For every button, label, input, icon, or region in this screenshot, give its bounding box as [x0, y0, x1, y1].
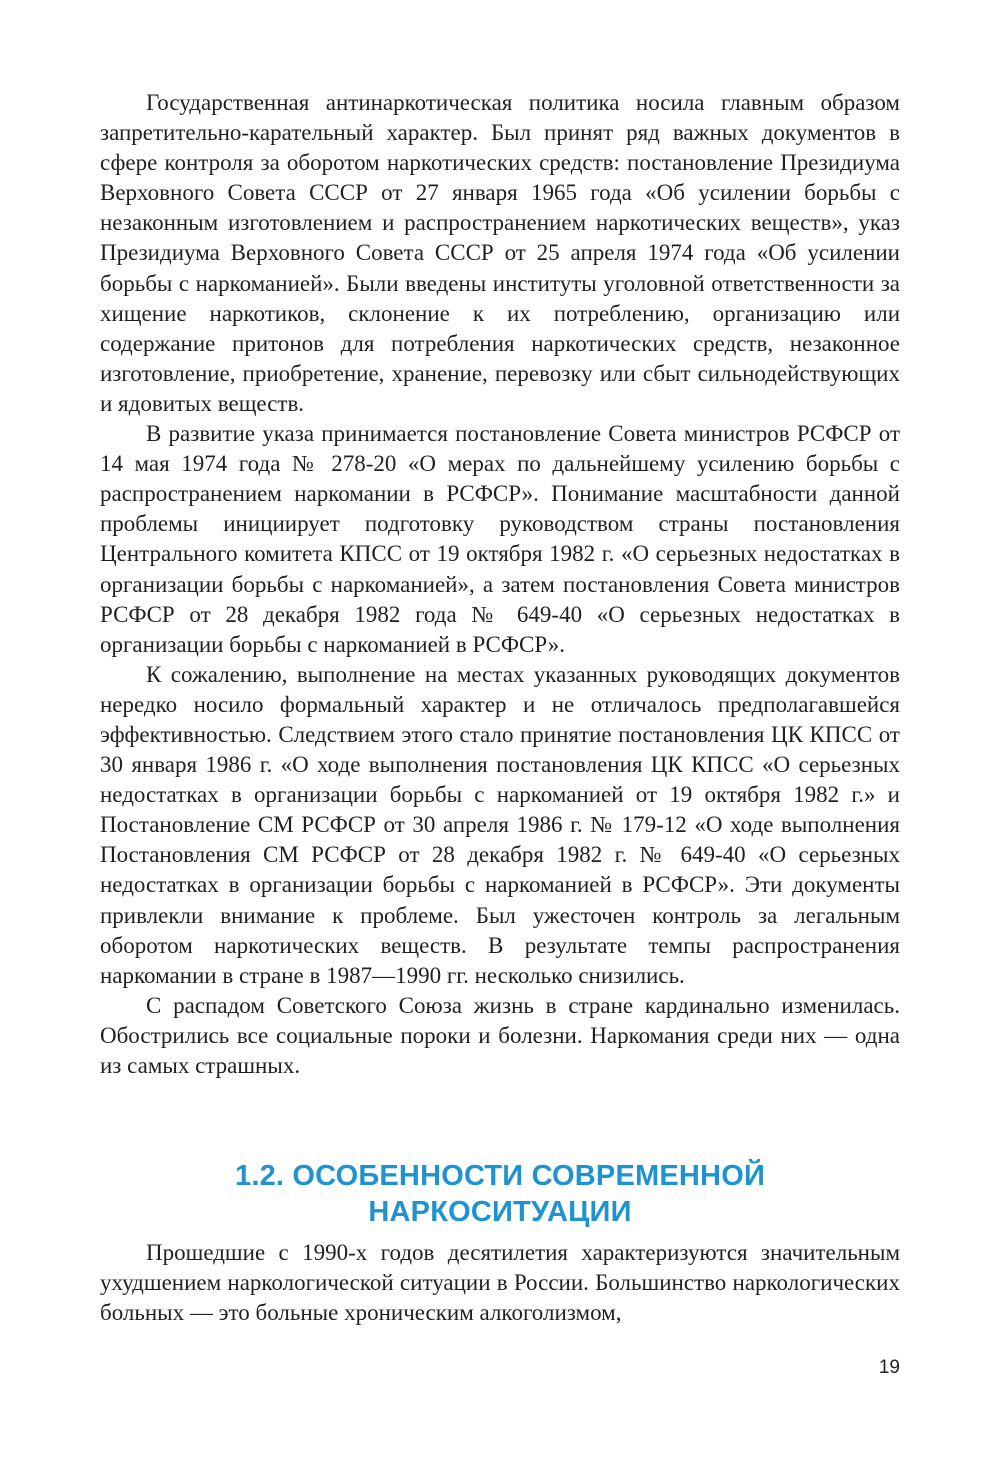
paragraph: В развитие указа принимается постановление Совета министров РСФСР от 14 мая 1974 года № 278-20 «О мерах по дальнейшему усилению борьбы с распространением наркомании в РСФСР». Понимание масштабности данной проблемы инициирует подготовку руководством страны постановления Центрального комитета КПСС от 19 октября 1982 г. «О серьезных недостатках в организации борьбы с наркоманией», а затем постановления Совета министров РСФСР от 28 декабря 1982 года № 649-40 «О серьезных недостатках в организации борьбы с наркоманией в РСФСР». [100, 421, 900, 657]
paragraph: С распадом Советского Союза жизнь в стране кардинально изменилась. Обострились все социальные пороки и болезни. Наркомания среди них — одна из самых страшных. [100, 992, 900, 1078]
page-number: 19 [878, 1357, 900, 1378]
section-heading-line: НАРКОСИТУАЦИИ [368, 1196, 632, 1228]
body-text [100, 88, 900, 1081]
paragraph: К сожалению, выполнение на местах указанных руководящих документов нередко носило формальный характер и не отличалось предполагавшейся эффективностью. Следствием этого стало принятие постановления ЦК КПСС от 30 января 1986 г. «О ходе выполнения постановления ЦК КПСС «О серьезных недостатках в организации борьбы с наркоманией от 19 октября 1982 г.» и Постановление СМ РСФСР от 30 апреля 1986 г. № 179-12 «О ходе выполнения Постановления СМ РСФСР от 28 декабря 1982 г. № 649-40 «О серьезных недостатках в организации борьбы с наркоманией в РСФСР». Эти документы привлекли внимание к проблеме. Был ужесточен контроль за легальным оборотом наркотических веществ. В результате темпы распространения наркомании в стране в 1987—1990 гг. несколько снизились. [100, 661, 900, 988]
section-heading-line: 1.2. ОСОБЕННОСТИ СОВРЕМЕННОЙ [234, 1160, 766, 1192]
section-body-text [100, 1238, 900, 1328]
paragraph: Государственная антинаркотическая политика носила главным образом запретительно-карательный характер. Был принят ряд важных документов в сфере контроля за оборотом наркотических средств: постановление Президиума Верховного Совета СССР от 27 января 1965 года «Об усилении борьбы с незаконным изготовлением и распространением наркотических веществ», указ Президиума Верховного Совета СССР от 25 апреля 1974 года «Об усилении борьбы с наркоманией». Были введены институты уголовной ответственности за хищение наркотиков, склонение к их потреблению, организацию или содержание притонов для потребления наркотических средств, незаконное изготовление, приобретение, хранение, перевозку или сбыт сильнодействующих и ядовитых веществ. [100, 90, 900, 416]
section-heading [100, 1158, 900, 1230]
paragraph: Прошедшие с 1990-х годов десятилетия характеризуются значительным ухудшением наркологической ситуации в России. Большинство наркологических больных — это больные хроническим алкоголизмом, [100, 1240, 900, 1326]
